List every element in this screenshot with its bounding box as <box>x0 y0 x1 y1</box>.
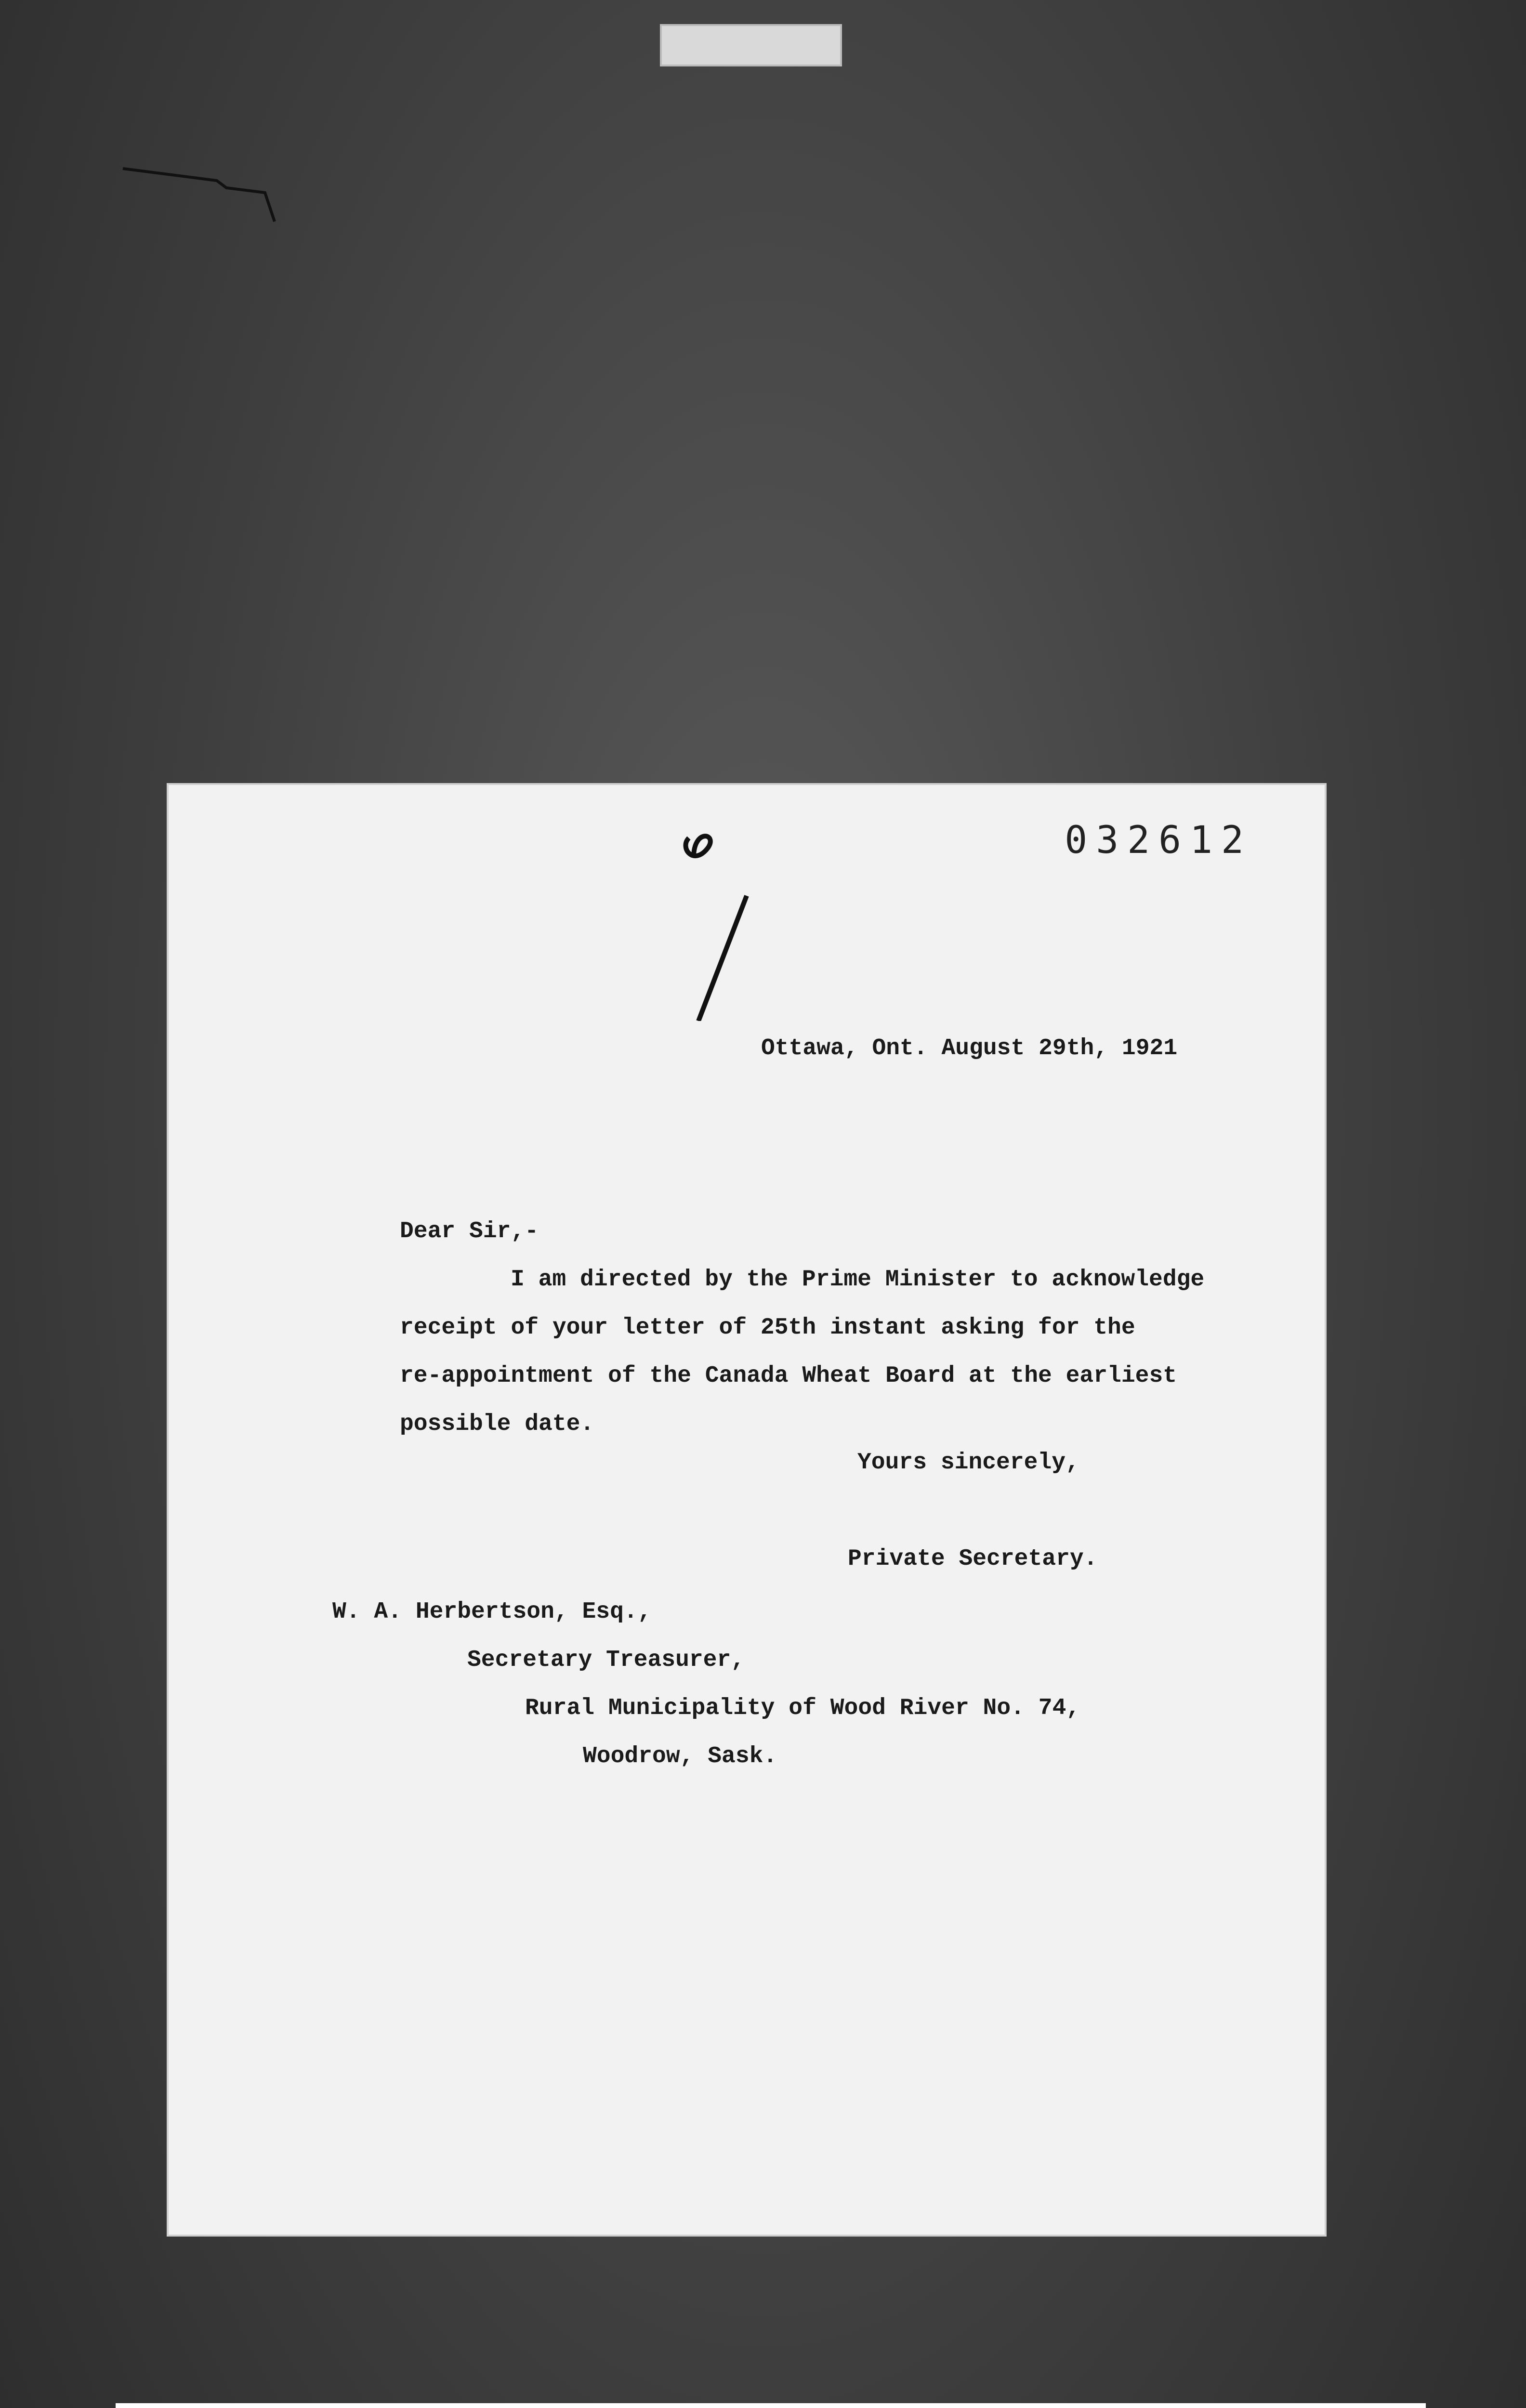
address-line-1: W. A. Herbertson, Esq., <box>332 1599 652 1625</box>
pencil-mark <box>674 819 761 1021</box>
address-line-2: Secretary Treasurer, <box>467 1647 745 1673</box>
letter-page <box>169 785 1325 2235</box>
top-tab <box>660 24 842 66</box>
body-line-1: I am directed by the Prime Minister to acknowledge <box>511 1267 1205 1293</box>
letter-date: Ottawa, Ont. August 29th, 1921 <box>761 1035 1178 1061</box>
salutation: Dear Sir,- <box>400 1218 539 1244</box>
document-number: 032612 <box>1065 819 1252 862</box>
body-line-4: possible date. <box>400 1411 594 1437</box>
address-line-3: Rural Municipality of Wood River No. 74, <box>525 1695 1080 1721</box>
address-line-4: Woodrow, Sask. <box>583 1743 777 1769</box>
scratch-mark <box>120 159 279 226</box>
body-line-2: receipt of your letter of 25th instant asking for the <box>400 1315 1135 1341</box>
closing: Yours sincerely, <box>857 1450 1079 1476</box>
body-line-3: re-appointment of the Canada Wheat Board at the earliest <box>400 1363 1177 1389</box>
signature-title: Private Secretary. <box>848 1546 1098 1572</box>
archive-label <box>116 2403 1426 2408</box>
